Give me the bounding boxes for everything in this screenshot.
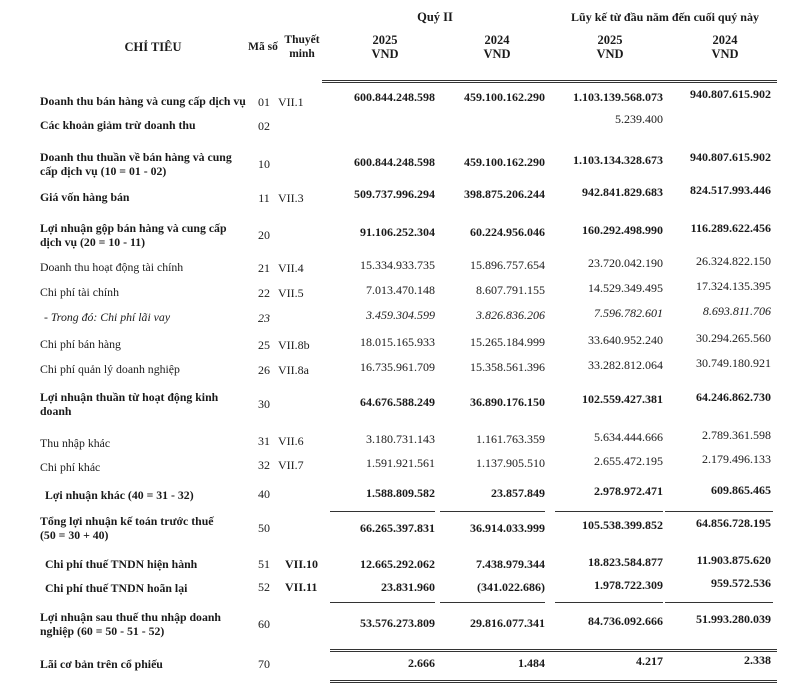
row-value-q2-2024: 8.607.791.155	[476, 283, 545, 297]
row-label: Chi phí bán hàng	[40, 337, 121, 351]
row-label: Chi phí khác	[40, 460, 101, 474]
row-value-ytd-2024: 26.324.822.150	[696, 254, 771, 268]
eps-rule-top-double	[330, 651, 777, 652]
footer-rule	[330, 680, 777, 681]
row-value-ytd-2025: 5.239.400	[615, 112, 663, 126]
header-thuyet-minh-2: minh	[289, 48, 315, 60]
row-value-ytd-2025: 14.529.349.495	[588, 281, 663, 295]
subtotal-rule-c2	[440, 511, 545, 512]
header-col2-unit: VND	[483, 47, 511, 61]
row-value-ytd-2024: 51.993.280.039	[696, 612, 771, 626]
profit-rule-c1	[330, 602, 435, 603]
row-value-q2-2024: 3.826.836.206	[476, 308, 545, 322]
row-label: Lợi nhuận gộp bán hàng và cung cấp	[40, 221, 227, 235]
row-label-cont: cấp dịch vụ (10 = 01 - 02)	[40, 164, 167, 178]
header-quy-ii: Quý II	[417, 10, 453, 24]
row-value-q2-2024: 7.438.979.344	[476, 557, 545, 571]
row-value-ytd-2025: 5.634.444.666	[594, 430, 663, 444]
row-label: Lợi nhuận thuần từ hoạt động kinh	[40, 390, 219, 404]
row-value-q2-2025: 3.180.731.143	[366, 432, 435, 446]
row-value-q2-2025: 64.676.588.249	[360, 395, 435, 409]
row-code: 60	[258, 617, 270, 631]
row-value-q2-2025: 7.013.470.148	[366, 283, 435, 297]
row-value-ytd-2024: 940.807.615.902	[690, 87, 771, 101]
row-value-ytd-2024: 30.749.180.921	[696, 356, 771, 370]
header-ma-so: Mã số	[248, 41, 278, 53]
header-col1-year: 2025	[372, 33, 398, 47]
row-value-q2-2024: 15.358.561.396	[470, 360, 545, 374]
row-note: VII.1	[278, 95, 304, 109]
row-code: 10	[258, 157, 270, 171]
header-col4-unit: VND	[711, 47, 739, 61]
profit-rule-c2	[440, 602, 545, 603]
row-code: 01	[258, 95, 270, 109]
row-code: 51	[258, 557, 270, 571]
subtotal-rule-c1	[330, 511, 435, 512]
row-code: 20	[258, 228, 270, 242]
row-value-ytd-2024: 8.693.811.706	[702, 304, 771, 318]
row-value-q2-2025: 1.588.809.582	[366, 486, 435, 500]
row-value-ytd-2024: 116.289.622.456	[690, 221, 771, 235]
row-value-q2-2024: 29.816.077.341	[470, 616, 545, 630]
row-value-q2-2025: 12.665.292.062	[360, 557, 435, 571]
row-label: Tổng lợi nhuận kế toán trước thuế	[40, 514, 214, 528]
row-note: VII.10	[285, 557, 319, 571]
row-code: 22	[258, 286, 270, 300]
header-rule	[322, 80, 777, 81]
row-label: Doanh thu hoạt động tài chính	[40, 260, 184, 274]
row-value-q2-2025: 16.735.961.709	[360, 360, 435, 374]
row-code: 02	[258, 119, 270, 133]
row-code: 32	[258, 458, 270, 472]
row-value-q2-2024: 459.100.162.290	[464, 90, 545, 104]
row-label: Thu nhập khác	[40, 436, 111, 450]
row-value-ytd-2024: 64.246.862.730	[696, 390, 771, 404]
row-value-ytd-2024: 2.789.361.598	[702, 428, 771, 442]
row-value-ytd-2024: 824.517.993.446	[690, 183, 771, 197]
row-code: 21	[258, 261, 270, 275]
row-value-ytd-2025: 18.823.584.877	[588, 555, 663, 569]
row-label-cont: (50 = 30 + 40)	[40, 528, 109, 542]
header-col3-unit: VND	[596, 47, 624, 61]
row-value-q2-2024: 1.484	[518, 656, 545, 670]
row-note: VII.6	[278, 434, 304, 448]
row-label-cont: doanh	[40, 404, 72, 418]
row-value-ytd-2025: 4.217	[636, 654, 663, 668]
row-value-q2-2024: 1.161.763.359	[476, 432, 545, 446]
row-value-ytd-2025: 2.978.972.471	[594, 484, 663, 498]
row-code: 50	[258, 521, 270, 535]
row-label: Doanh thu thuần về bán hàng và cung	[40, 150, 232, 164]
row-label: Lợi nhuận khác (40 = 31 - 32)	[45, 488, 194, 502]
row-value-ytd-2024: 30.294.265.560	[696, 331, 771, 345]
row-value-q2-2024: 36.914.033.999	[470, 521, 545, 535]
row-value-ytd-2025: 2.655.472.195	[594, 454, 663, 468]
row-label: Lãi cơ bản trên cổ phiếu	[40, 657, 163, 671]
row-value-q2-2024: 398.875.206.244	[464, 187, 545, 201]
row-value-q2-2024: 1.137.905.510	[476, 456, 545, 470]
row-code: 70	[258, 657, 270, 671]
row-note: VII.11	[285, 580, 318, 594]
row-value-q2-2025: 600.844.248.598	[354, 155, 435, 169]
row-code: 23	[258, 311, 270, 325]
row-value-q2-2025: 509.737.996.294	[354, 187, 435, 201]
row-value-q2-2025: 15.334.933.735	[360, 258, 435, 272]
row-value-ytd-2024: 17.324.135.395	[696, 279, 771, 293]
row-value-ytd-2024: 2.338	[744, 653, 771, 667]
row-value-ytd-2025: 1.978.722.309	[594, 578, 663, 592]
header-chi-tieu: CHỈ TIÊU	[124, 40, 182, 54]
row-label: Chi phí tài chính	[40, 285, 119, 299]
row-value-q2-2025: 53.576.273.809	[360, 616, 435, 630]
row-label: Chi phí quản lý doanh nghiệp	[40, 362, 180, 376]
row-value-q2-2025: 3.459.304.599	[366, 308, 435, 322]
row-label: Giá vốn hàng bán	[40, 190, 130, 204]
profit-rule-c4	[665, 602, 773, 603]
row-value-q2-2024: 459.100.162.290	[464, 155, 545, 169]
header-col2-year: 2024	[484, 33, 510, 47]
row-value-ytd-2024: 11.903.875.620	[696, 553, 771, 567]
header-luy-ke: Lũy kế từ đầu năm đến cuối quý này	[571, 10, 759, 24]
row-label: Lợi nhuận sau thuế thu nhập doanh	[40, 610, 221, 624]
row-value-ytd-2025: 84.736.092.666	[588, 614, 663, 628]
row-value-q2-2024: (341.022.686)	[477, 580, 545, 594]
row-value-ytd-2024: 609.865.465	[711, 483, 771, 497]
row-value-ytd-2025: 33.282.812.064	[588, 358, 663, 372]
row-value-ytd-2025: 160.292.498.990	[582, 223, 663, 237]
header-col1-unit: VND	[371, 47, 399, 61]
header-col3-year: 2025	[597, 33, 623, 47]
subtotal-rule-c4	[665, 511, 773, 512]
eps-rule-top	[330, 649, 777, 650]
row-value-q2-2024: 23.857.849	[491, 486, 545, 500]
row-value-q2-2024: 36.890.176.150	[470, 395, 545, 409]
row-value-ytd-2024: 959.572.536	[711, 576, 771, 590]
row-label-cont: nghiệp (60 = 50 - 51 - 52)	[40, 624, 165, 638]
footer-rule-double	[330, 682, 777, 683]
row-code: 52	[258, 580, 270, 594]
row-label: Chi phí thuế TNDN hiện hành	[45, 557, 198, 571]
subtotal-rule-c3	[555, 511, 663, 512]
row-value-ytd-2025: 23.720.042.190	[588, 256, 663, 270]
row-note: VII.7	[278, 458, 304, 472]
header-rule-double	[322, 82, 777, 83]
row-value-q2-2025: 600.844.248.598	[354, 90, 435, 104]
row-value-ytd-2025: 105.538.399.852	[582, 518, 663, 532]
row-code: 26	[258, 363, 270, 377]
row-label: Chi phí thuế TNDN hoãn lại	[45, 581, 188, 595]
row-value-q2-2025: 1.591.921.561	[366, 456, 435, 470]
row-label: - Trong đó: Chi phí lãi vay	[44, 310, 171, 324]
row-value-ytd-2025: 7.596.782.601	[594, 306, 663, 320]
profit-rule-c3	[555, 602, 663, 603]
row-value-ytd-2025: 102.559.427.381	[582, 392, 663, 406]
row-note: VII.5	[278, 286, 304, 300]
header-col4-year: 2024	[712, 33, 738, 47]
row-value-q2-2025: 2.666	[408, 656, 435, 670]
row-code: 11	[258, 191, 270, 205]
row-value-ytd-2024: 2.179.496.133	[702, 452, 771, 466]
row-code: 31	[258, 434, 270, 448]
row-value-q2-2024: 60.224.956.046	[470, 225, 545, 239]
row-value-ytd-2025: 1.103.139.568.073	[573, 90, 663, 104]
row-value-ytd-2025: 33.640.952.240	[588, 333, 663, 347]
row-note: VII.8a	[278, 363, 309, 377]
row-value-ytd-2025: 942.841.829.683	[582, 185, 663, 199]
row-label: Doanh thu bán hàng và cung cấp dịch vụ	[40, 94, 246, 108]
row-value-q2-2025: 66.265.397.831	[360, 521, 435, 535]
row-value-q2-2024: 15.265.184.999	[470, 335, 545, 349]
row-value-q2-2025: 23.831.960	[381, 580, 435, 594]
header-thuyet-minh-1: Thuyết	[284, 34, 320, 46]
row-label-cont: dịch vụ (20 = 10 - 11)	[40, 235, 146, 249]
row-code: 25	[258, 338, 270, 352]
row-note: VII.3	[278, 191, 304, 205]
row-value-ytd-2024: 64.856.728.195	[696, 516, 771, 530]
row-note: VII.4	[278, 261, 304, 275]
row-value-q2-2025: 91.106.252.304	[360, 225, 435, 239]
row-value-ytd-2024: 940.807.615.902	[690, 150, 771, 164]
row-code: 30	[258, 397, 270, 411]
row-value-q2-2024: 15.896.757.654	[470, 258, 545, 272]
row-label: Các khoản giảm trừ doanh thu	[40, 118, 196, 132]
row-note: VII.8b	[278, 338, 310, 352]
row-value-q2-2025: 18.015.165.933	[360, 335, 435, 349]
row-value-ytd-2025: 1.103.134.328.673	[573, 153, 663, 167]
row-code: 40	[258, 487, 270, 501]
